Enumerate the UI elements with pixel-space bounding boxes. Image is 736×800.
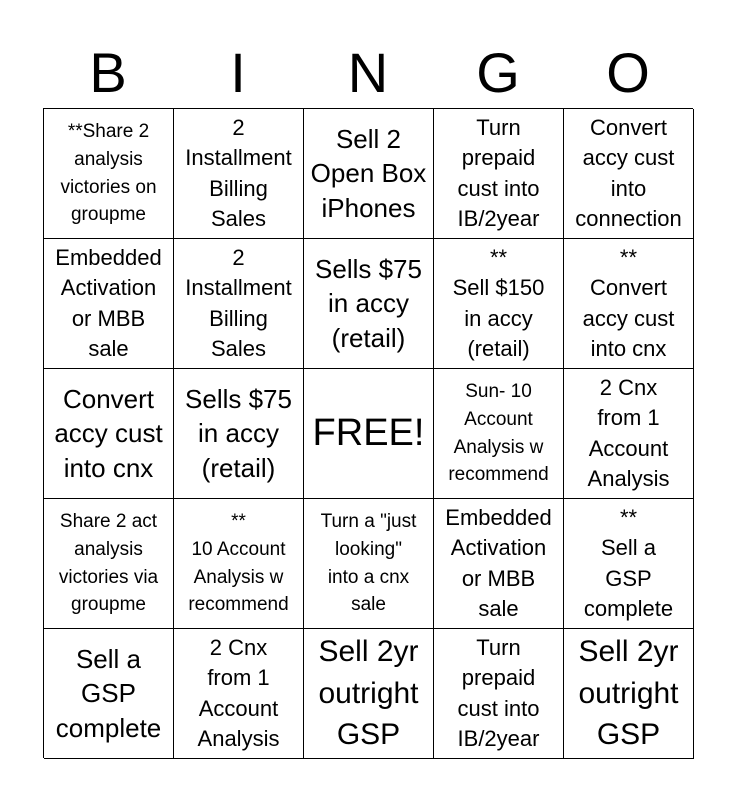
bingo-cell[interactable]: ** Convert accy cust into cnx — [564, 239, 694, 369]
bingo-cell[interactable]: Embedded Activation or MBB sale — [434, 499, 564, 629]
bingo-cell[interactable]: 2 Cnx from 1 Account Analysis — [174, 629, 304, 759]
bingo-cell[interactable]: 2 Installment Billing Sales — [174, 109, 304, 239]
bingo-cell[interactable]: ** 10 Account Analysis w recommend — [174, 499, 304, 629]
bingo-cell[interactable]: Embedded Activation or MBB sale — [44, 239, 174, 369]
bingo-cell[interactable]: Sell 2yr outright GSP — [564, 629, 694, 759]
bingo-cell[interactable]: Turn prepaid cust into IB/2year — [434, 109, 564, 239]
bingo-cell[interactable]: Sell a GSP complete — [44, 629, 174, 759]
bingo-cell[interactable]: Convert accy cust into cnx — [44, 369, 174, 499]
bingo-cell[interactable]: ** Sell a GSP complete — [564, 499, 694, 629]
header-letter-i: I — [230, 41, 246, 104]
bingo-cell[interactable]: Sell 2yr outright GSP — [304, 629, 434, 759]
header-letter-b: B — [89, 41, 127, 104]
bingo-cell[interactable]: Sell 2 Open Box iPhones — [304, 109, 434, 239]
header-letter-g: G — [476, 41, 520, 104]
bingo-header — [43, 38, 693, 108]
bingo-cell[interactable]: Share 2 act analysis victories via groupme — [44, 499, 174, 629]
bingo-cell[interactable]: 2 Cnx from 1 Account Analysis — [564, 369, 694, 499]
bingo-grid — [43, 108, 693, 758]
free-cell[interactable]: FREE! — [304, 369, 434, 499]
bingo-cell[interactable]: Sells $75 in accy (retail) — [174, 369, 304, 499]
bingo-cell[interactable]: Turn prepaid cust into IB/2year — [434, 629, 564, 759]
bingo-cell[interactable]: Sun- 10 Account Analysis w recommend — [434, 369, 564, 499]
bingo-cell[interactable]: ** Sell $150 in accy (retail) — [434, 239, 564, 369]
bingo-cell[interactable]: Sells $75 in accy (retail) — [304, 239, 434, 369]
header-letter-n: N — [347, 41, 389, 104]
header-letter-o: O — [606, 41, 650, 104]
bingo-cell[interactable]: **Share 2 analysis victories on groupme — [44, 109, 174, 239]
bingo-cell[interactable]: 2 Installment Billing Sales — [174, 239, 304, 369]
bingo-cell[interactable]: Convert accy cust into connection — [564, 109, 694, 239]
bingo-cell[interactable]: Turn a "just looking" into a cnx sale — [304, 499, 434, 629]
